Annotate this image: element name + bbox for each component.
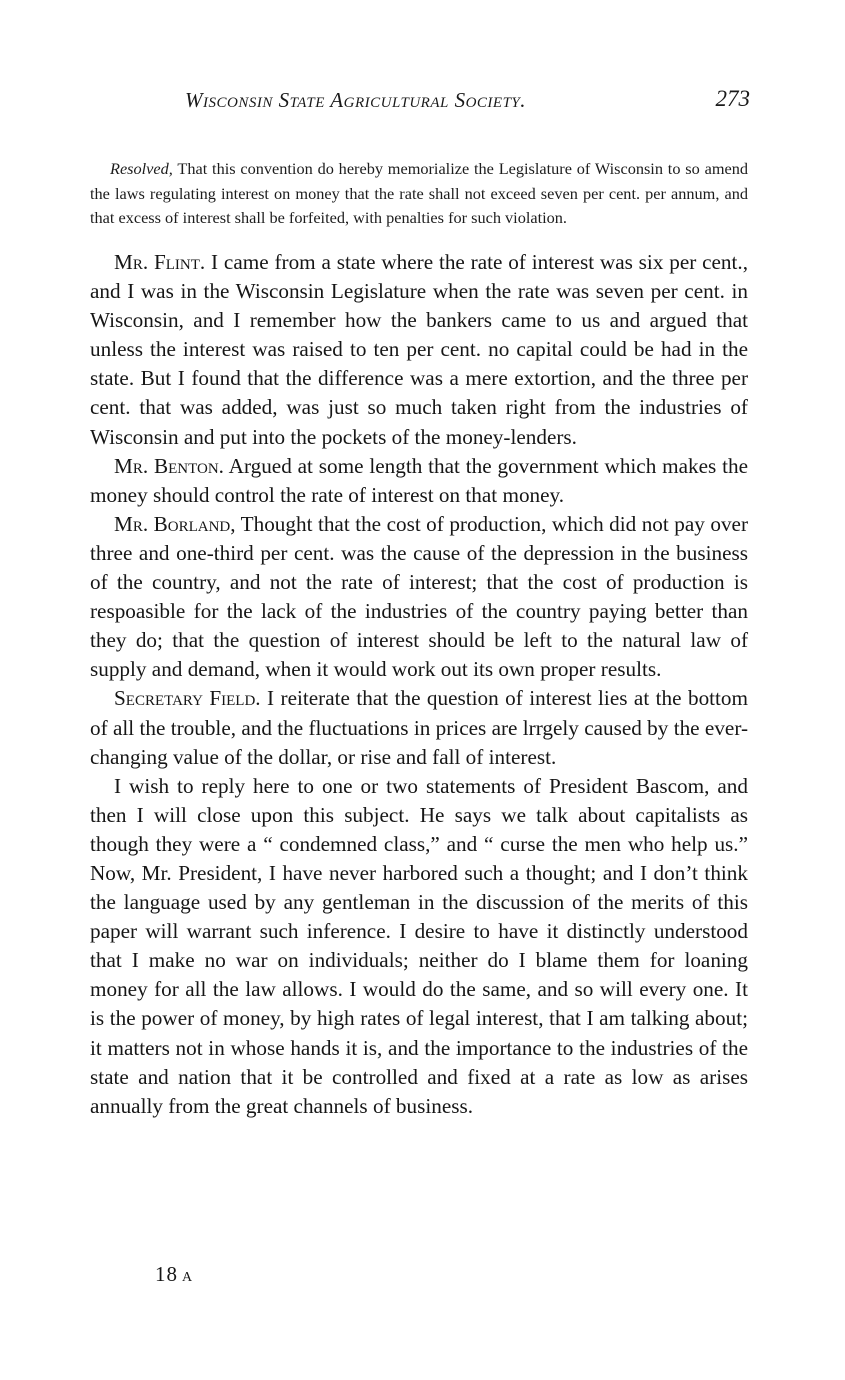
running-title: Wisconsin State Agricultural Society. (185, 88, 527, 112)
paragraph-flint (90, 248, 748, 452)
speaker-name: Secretary Field. (114, 686, 261, 711)
body-text (90, 248, 748, 1121)
paragraph-borland (90, 510, 748, 685)
resolution-text: That this convention do hereby memorialize the Legislature of Wisconsin to so amend the laws regulating interest on money that the rate shall not exceed seven per cent. per annum, and that excess of interest shall be forfeited, with penalties for such violation. (90, 159, 748, 228)
paragraph-text: Thought that the cost of production, which did not pay over three and one-third per cent. was the cause of the depression in the business of the country, and not the rate of interest; that the cost of production is respoasible for the lack of the industries of the country paying better than they do; that the question of interest should be left to the natural law of supply and demand, when it would work out its own proper results. (90, 511, 748, 682)
paragraph-text: I came from a state where the rate of interest was six per cent., and I was in the Wisconsin Legislature when the rate was seven per cent. in Wisconsin, and I remember how the bankers came to us and argued that unless the interest was raised to ten per cent. no capital could be had in the state. But I found that the difference was a mere extortion, and the three per cent. that was added, was just so much taken right from the industries of Wisconsin and put into the pockets of the money-lenders. (90, 250, 749, 449)
paragraph-field (90, 684, 748, 771)
paragraph-text: I wish to reply here to one or two statements of President Bascom, and then I will close upon this subject. He says we talk about capitalists as though they were a “ condemned class,” and “ curse the men who help us.” Now, Mr. President, I have never harbored such a thought; and I don’t think the language used by any gentleman in the discussion of the merits of this paper will warrant such inference. I desire to have it distinctly understood that I make no war on individuals; neither do I blame them for loaning money for all the law allows. I would do the same, and so will every one. It is the power of money, by high rates of legal interest, that I am talking about; it matters not in whose hands it is, and the importance to the industries of the state and nation that it be controlled and fixed at a rate as low as arises annually from the great channels of business. (90, 773, 748, 1118)
speaker-name: Mr. Borland, (114, 511, 236, 536)
page-header (90, 88, 750, 122)
resolution-lead: Resolved, (110, 159, 173, 179)
page-number: 273 (715, 86, 750, 111)
signature-mark (155, 1262, 193, 1287)
resolution-paragraph (90, 157, 748, 230)
paragraph-text: I reiterate that the question of interest lies at the bottom of all the trouble, and the fluctuations in prices are lrrgely caused by the ever-changing value of the dollar, or rise and fall of interest. (90, 686, 749, 769)
paragraph-benton (90, 452, 748, 510)
paragraph-reply (90, 772, 748, 1121)
speaker-name: Mr. Benton. (114, 453, 224, 478)
paragraph-text: Argued at some length that the government which makes the money should control the rate of interest on that money. (90, 453, 748, 507)
signature-number: 18 (155, 1262, 178, 1286)
speaker-name: Mr. Flint. (114, 250, 206, 274)
signature-letter: A (182, 1270, 194, 1285)
